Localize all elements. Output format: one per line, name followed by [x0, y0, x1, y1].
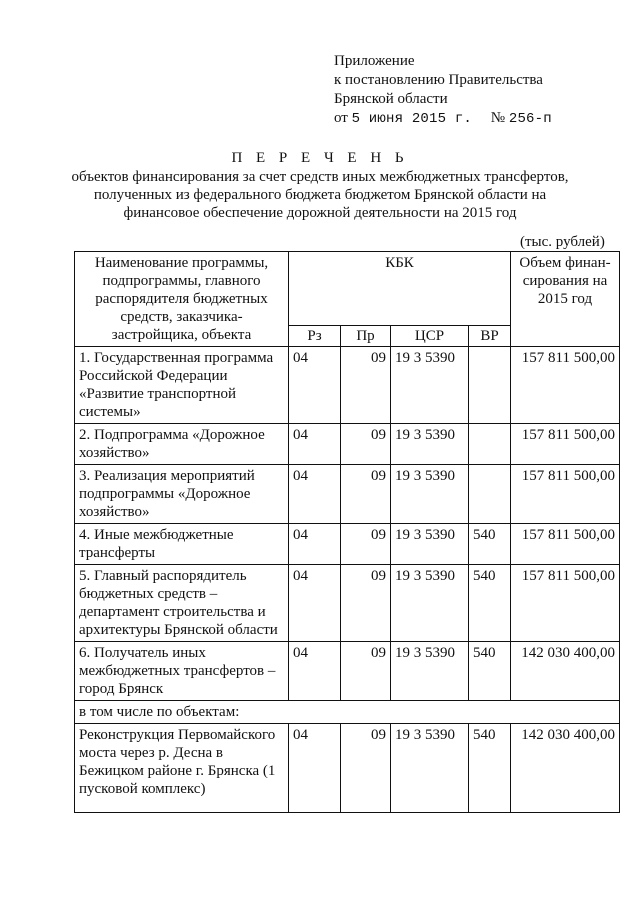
table-header-row [75, 252, 620, 326]
document-heading [0, 149, 640, 222]
appendix-decree-line: к постановлению Правительства [334, 72, 543, 88]
row-csr: 19 3 5390 [391, 424, 469, 465]
row-csr: 19 3 5390 [391, 524, 469, 565]
row-csr: 19 3 5390 [391, 565, 469, 642]
header-kbk: КБК [289, 252, 511, 326]
row-rz: 04 [289, 424, 341, 465]
appendix-title: Приложение [334, 53, 415, 69]
header-vr: ВР [469, 326, 511, 347]
row-name: 2. Подпрограмма «Дорожное хозяйство» [75, 424, 289, 465]
financing-table [74, 251, 620, 813]
header-amount: Объем финан-сирования на 2015 год [511, 252, 620, 347]
appendix-block [334, 52, 552, 129]
row-name: 3. Реализация мероприятий подпрограммы «Дорожное хозяйство» [75, 465, 289, 524]
row-amount: 142 030 400,00 [511, 642, 620, 701]
appendix-date-line [334, 109, 552, 129]
row-pr: 09 [341, 424, 391, 465]
row-csr: 19 3 5390 [391, 465, 469, 524]
row-pr: 09 [341, 347, 391, 424]
row-name: 4. Иные межбюджетные трансферты [75, 524, 289, 565]
row-rz: 04 [289, 724, 341, 813]
row-amount: 157 811 500,00 [511, 565, 620, 642]
row-rz: 04 [289, 642, 341, 701]
appendix-region-line: Брянской области [334, 91, 448, 107]
table-row-section [75, 701, 620, 724]
row-vr: 540 [469, 565, 511, 642]
row-pr: 09 [341, 642, 391, 701]
row-vr: 540 [469, 642, 511, 701]
row-csr: 19 3 5390 [391, 642, 469, 701]
table-row [75, 724, 620, 813]
row-amount: 142 030 400,00 [511, 724, 620, 813]
header-name: Наименование программы, подпрограммы, главного распорядителя бюджетных средств, заказчика-застройщика, объекта [75, 252, 289, 347]
header-csr: ЦСР [391, 326, 469, 347]
row-vr: 540 [469, 724, 511, 813]
heading-line-1: объектов финансирования за счет средств иных межбюджетных трансфертов, [71, 169, 569, 185]
row-pr: 09 [341, 465, 391, 524]
row-rz: 04 [289, 524, 341, 565]
row-amount: 157 811 500,00 [511, 524, 620, 565]
table-row [75, 524, 620, 565]
row-pr: 09 [341, 524, 391, 565]
table-row [75, 642, 620, 701]
table-row [75, 565, 620, 642]
row-pr: 09 [341, 565, 391, 642]
row-vr [469, 347, 511, 424]
row-vr [469, 424, 511, 465]
row-name: 6. Получатель иных межбюджетных трансфертов – город Брянск [75, 642, 289, 701]
decree-date: 5 июня 2015 г. [351, 111, 473, 127]
row-csr: 19 3 5390 [391, 724, 469, 813]
document-title: П Е Р Е Ч Е Н Ь [231, 150, 409, 166]
table-row [75, 465, 620, 524]
header-pr: Пр [341, 326, 391, 347]
decree-number: 256-п [508, 111, 552, 127]
section-label: в том числе по объектам: [75, 701, 620, 724]
row-name: Реконструкция Первомайского моста через р. Десна в Бежицком районе г. Брянска (1 пусковой комплекс) [75, 724, 289, 813]
row-pr: 09 [341, 724, 391, 813]
row-csr: 19 3 5390 [391, 347, 469, 424]
units-note: (тыс. рублей) [520, 234, 605, 250]
heading-line-2: полученных из федерального бюджета бюджетом Брянской области на [93, 187, 547, 203]
row-vr: 540 [469, 524, 511, 565]
header-rz: Рз [289, 326, 341, 347]
row-name: 5. Главный распорядитель бюджетных средств – департамент строительства и архитектуры Брянской области [75, 565, 289, 642]
table-row [75, 347, 620, 424]
row-name: 1. Государственная программа Российской Федерации «Развитие транспортной системы» [75, 347, 289, 424]
table-row [75, 424, 620, 465]
row-vr [469, 465, 511, 524]
date-prefix: от [334, 110, 348, 126]
row-rz: 04 [289, 465, 341, 524]
heading-line-3: финансовое обеспечение дорожной деятельности на 2015 год [123, 205, 517, 221]
row-rz: 04 [289, 565, 341, 642]
row-amount: 157 811 500,00 [511, 424, 620, 465]
row-amount: 157 811 500,00 [511, 465, 620, 524]
number-sign: № [490, 110, 506, 126]
row-rz: 04 [289, 347, 341, 424]
row-amount: 157 811 500,00 [511, 347, 620, 424]
